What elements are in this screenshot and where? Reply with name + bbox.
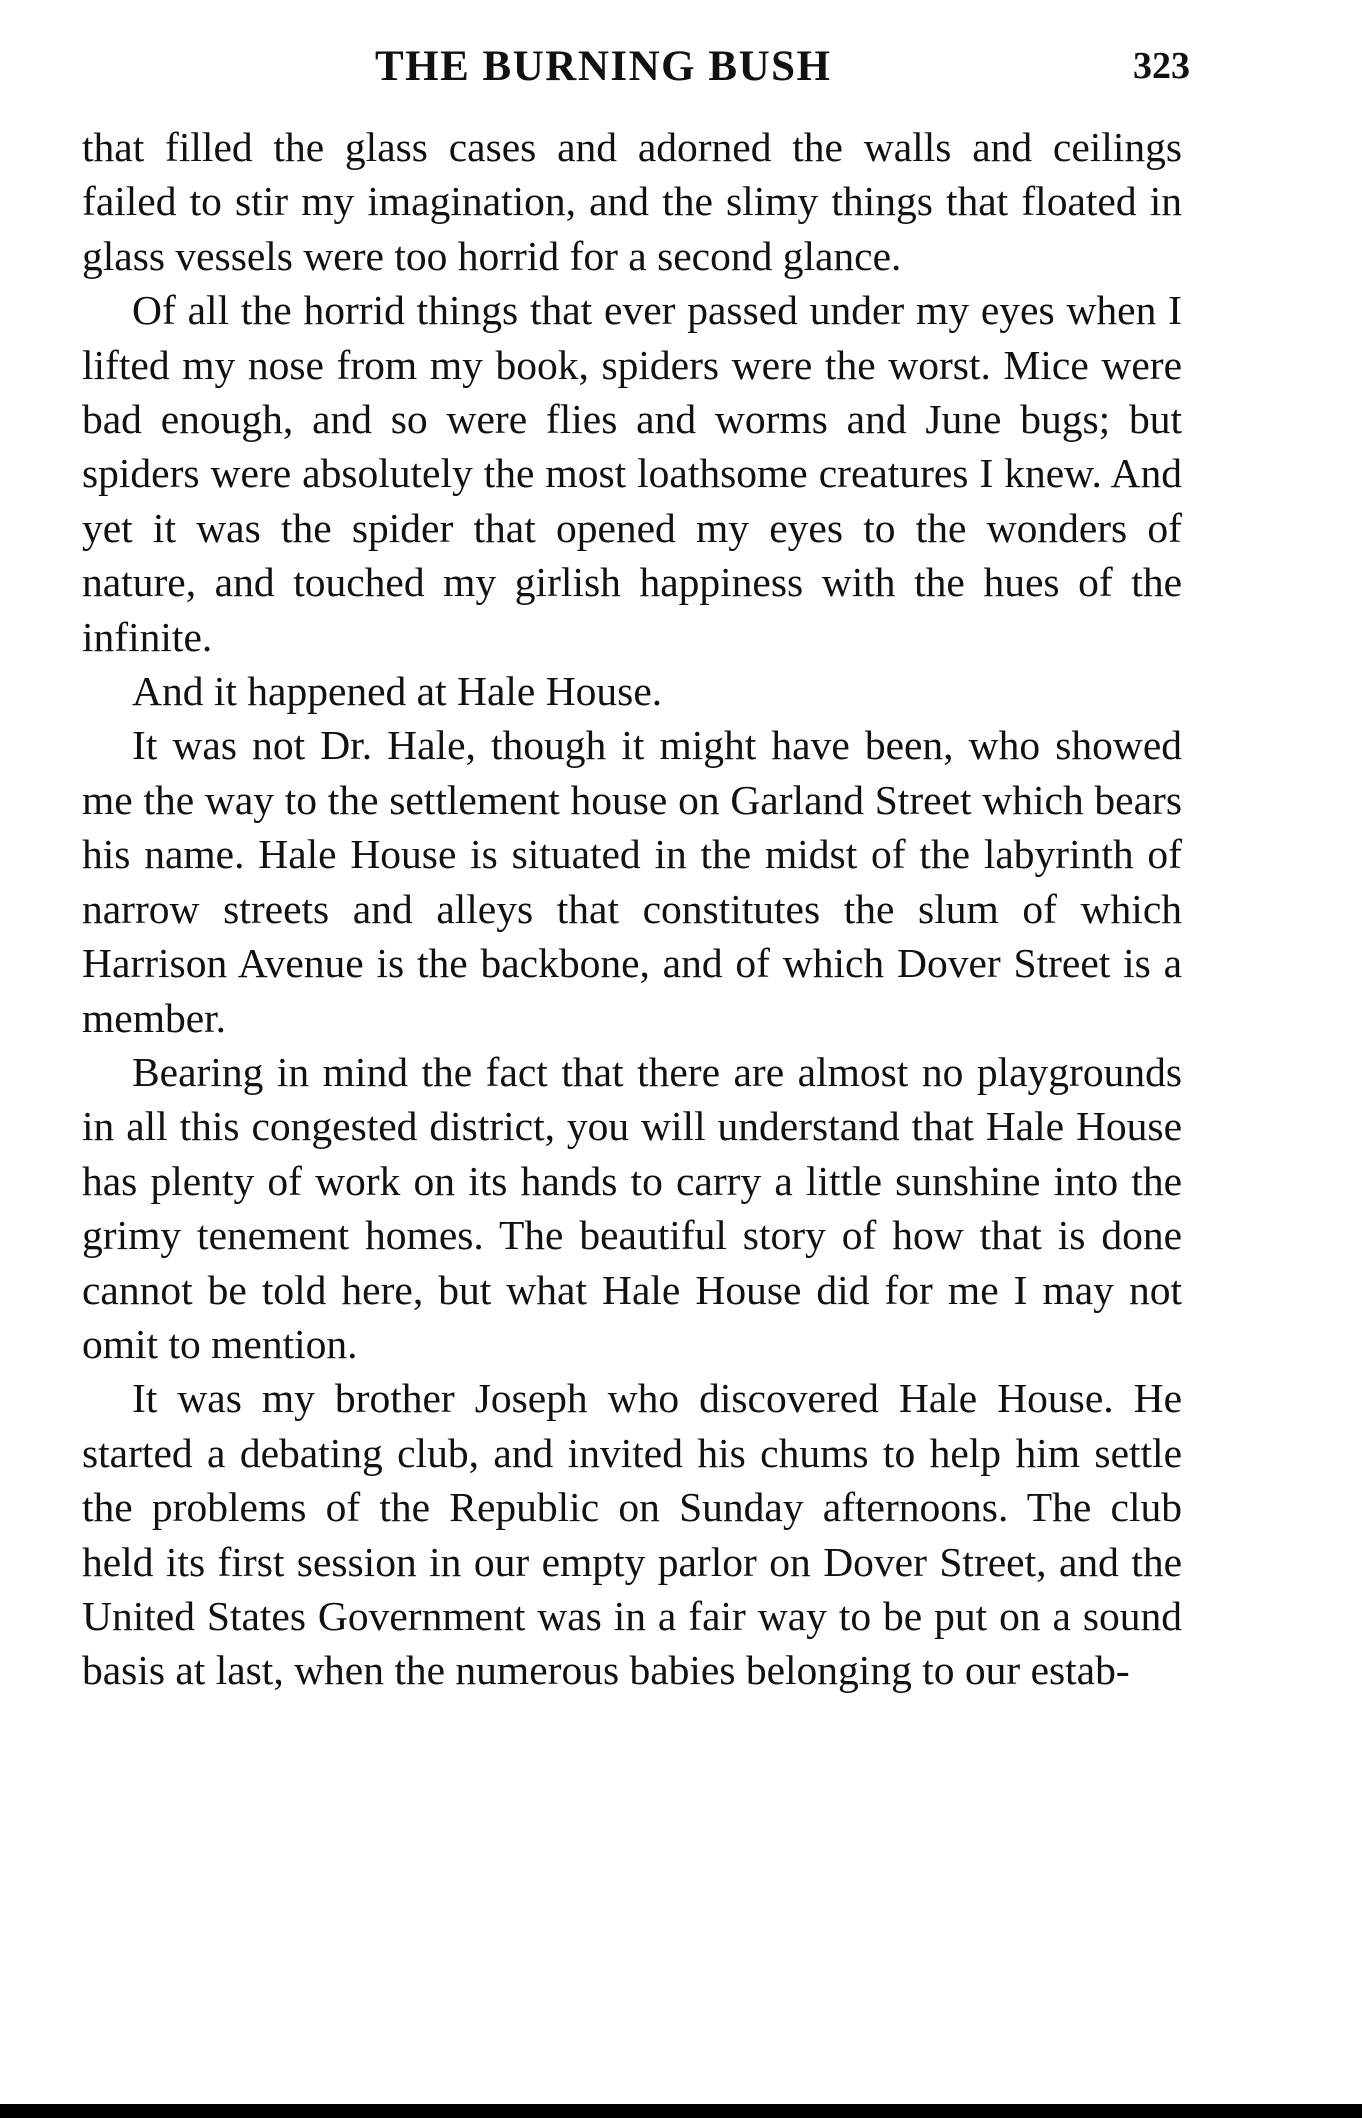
page-header — [80, 42, 1190, 102]
paragraph: And it happened at Hale House. — [132, 668, 663, 715]
paragraph-continued: that filled the glass cases and adorned the walls and ceilings failed to stir my imagination, and the slimy things that floated in glass vessels were too horrid for a second glance. — [82, 124, 1182, 279]
running-title: THE BURNING BUSH — [375, 43, 832, 90]
page-number: 323 — [1133, 45, 1190, 87]
paragraph: Of all the horrid things that ever passed under my eyes when I lifted my nose from my book, spiders were the worst. Mice were bad enough, and so were flies and worms and June bugs; but spiders were absolutely the most loathsome creatures I knew. And yet it was the spider that opened my eyes to the wonders of nature, and touched my girlish happiness with the hues of the infinite. — [82, 287, 1182, 660]
paragraph: Bearing in mind the fact that there are almost no playgrounds in all this congested district, you will understand that Hale House has plenty of work on its hands to carry a little sunshine into the grimy tenement homes. The beautiful story of how that is done cannot be told here, but what Hale House did for me I may not omit to mention. — [82, 1048, 1182, 1367]
body-text — [82, 120, 1182, 1698]
paragraph: It was my brother Joseph who discovered Hale House. He started a debating club, and invited his chums to help him settle the problems of the Republic on Sunday afternoons. The club held its first session in our empty parlor on Dover Street, and the United States Government was in a fair way to be put on a sound basis at last, when the numerous babies belonging to our estab- — [82, 1375, 1182, 1694]
scan-bottom-edge — [0, 2104, 1362, 2118]
paragraph: It was not Dr. Hale, though it might have been, who showed me the way to the settlement house on Garland Street which bears his name. Hale House is situated in the midst of the labyrinth of narrow streets and alleys that constitutes the slum of which Harrison Avenue is the backbone, and of which Dover Street is a member. — [82, 722, 1182, 1041]
